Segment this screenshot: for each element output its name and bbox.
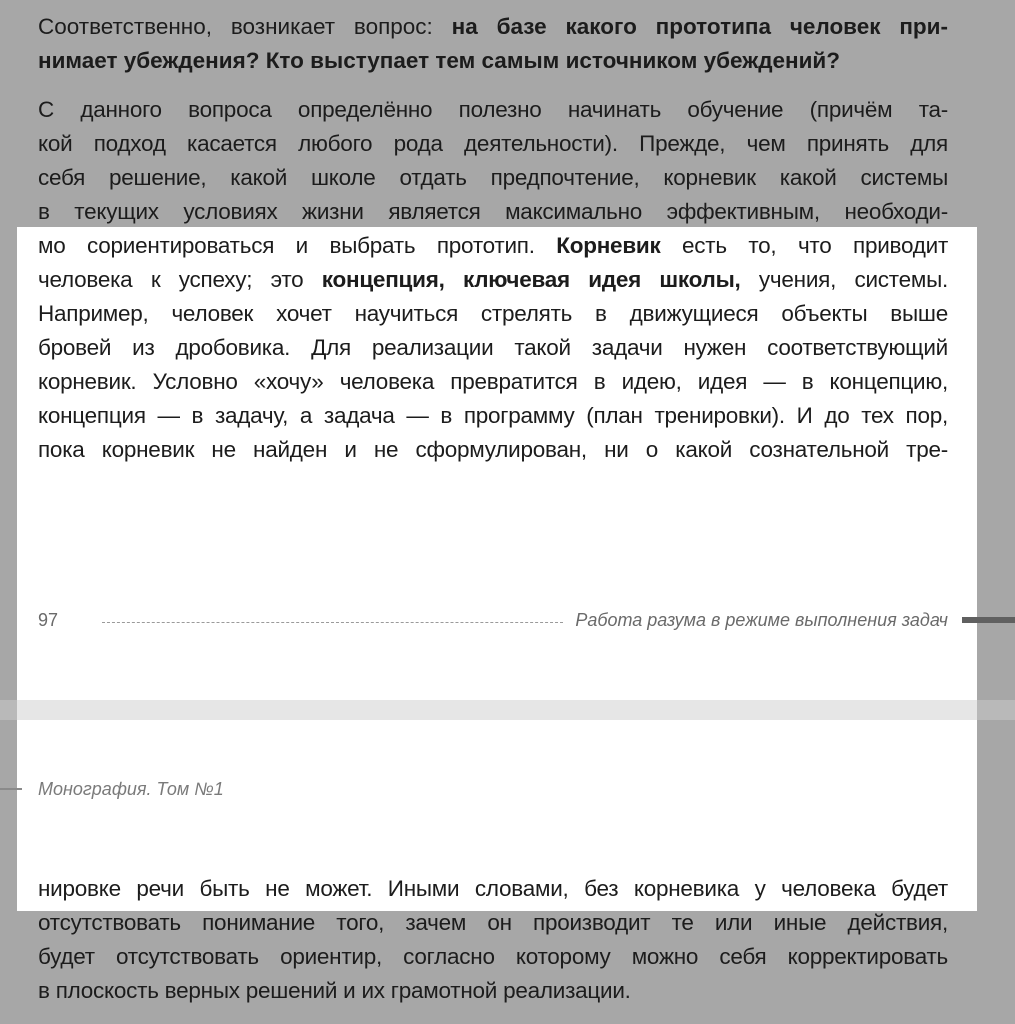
text-run: нировке речи быть не может. Иными словами, без корневика у человека будет [38, 876, 948, 901]
running-header: Монография. Том №1 [38, 779, 224, 799]
bold-text-run: Корневик [556, 233, 661, 258]
text-run: учения, системы. [740, 267, 948, 292]
text-line [38, 44, 948, 78]
page-number: 97 [38, 609, 59, 630]
main-paragraph [38, 93, 948, 467]
text-run: корневик. Условно «хочу» человека превратится в идею, идея — в концепцию, [38, 369, 948, 394]
text-run: Например, человек хочет научиться стрелять в движущиеся объекты выше [38, 301, 948, 326]
text-run: мо сориентироваться и выбрать прототип. [38, 233, 557, 258]
text-line [38, 974, 948, 1008]
footer-dotted-leader [102, 622, 563, 623]
text-line [38, 297, 948, 331]
text-line [38, 161, 948, 195]
bold-text-run: на базе какого прототипа человек при- [451, 14, 948, 39]
text-run: будет отсутствовать ориентир, согласно которому можно себя корректировать [38, 944, 948, 969]
text-run: в текущих условиях жизни является максимально эффективным, необходи- [38, 199, 948, 224]
header-edge-marker [0, 788, 22, 790]
text-line [38, 263, 948, 297]
text-run: пока корневик не найден и не сформулирован, ни о какой сознательной тре- [38, 437, 948, 462]
text-line [38, 195, 948, 229]
text-run: Соответственно, возникает вопрос: [38, 14, 452, 39]
text-line [38, 127, 948, 161]
bold-text-run: концепция, ключевая идея школы, [321, 267, 741, 292]
text-run: кой подход касается любого рода деятельности). Прежде, чем принять для [38, 131, 948, 156]
text-line [38, 93, 948, 127]
text-run: отсутствовать понимание того, зачем он производит те или иные действия, [38, 910, 948, 935]
continuation-paragraph [38, 872, 948, 1008]
question-paragraph [38, 10, 948, 78]
text-line [38, 399, 948, 433]
text-run: человека к успеху; это [38, 267, 322, 292]
text-line [38, 872, 948, 906]
text-line [38, 365, 948, 399]
page-gap-band-highlight [17, 700, 977, 720]
footer-edge-marker [962, 617, 1015, 623]
page-footer [38, 604, 948, 636]
text-line [38, 433, 948, 467]
text-line [38, 906, 948, 940]
footer-section-title: Работа разума в режиме выполнения задач [575, 609, 948, 630]
bold-text-run: нимает убеждения? Кто выступает тем самым источником убеждений? [38, 48, 840, 73]
text-line [38, 331, 948, 365]
text-run: бровей из дробовика. Для реализации такой задачи нужен соответствующий [38, 335, 948, 360]
text-run: С данного вопроса определённо полезно начинать обучение (причём та- [38, 97, 948, 122]
text-run: есть то, что приводит [660, 233, 948, 258]
text-run: концепция — в задачу, а задача — в программу (план тренировки). И до тех пор, [38, 403, 948, 428]
text-line [38, 229, 948, 263]
text-line [38, 10, 948, 44]
text-run: себя решение, какой школе отдать предпочтение, корневик какой системы [38, 165, 948, 190]
text-run: в плоскость верных решений и их грамотной реализации. [38, 978, 631, 1003]
text-line [38, 940, 948, 974]
